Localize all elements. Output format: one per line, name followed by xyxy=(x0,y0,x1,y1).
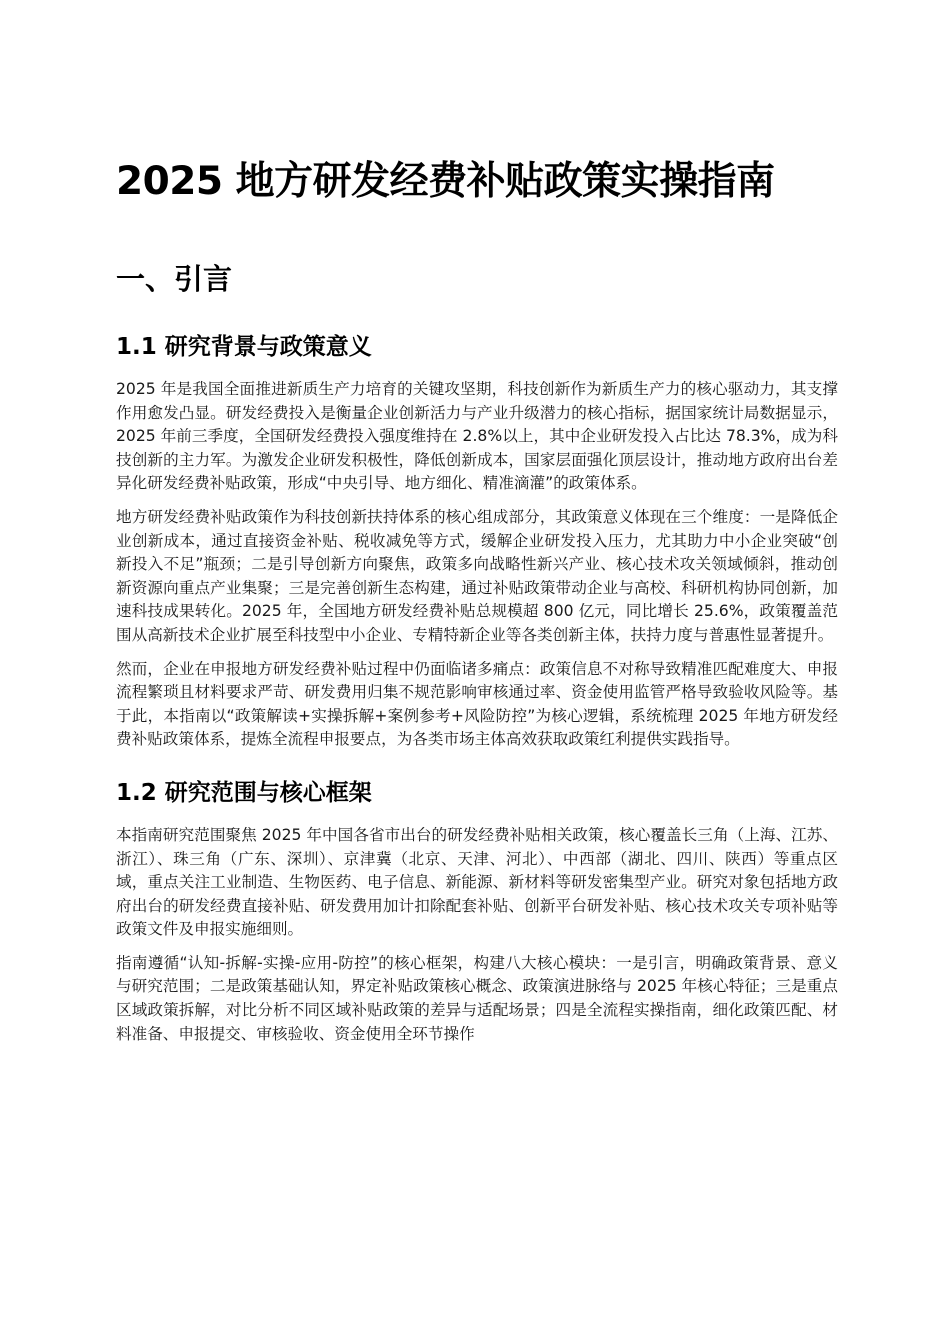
paragraph-scope-2: 指南遵循“认知-拆解-实操-应用-防控”的核心框架，构建八大核心模块：一是引言，明确政策背景、意义与研究范围；二是政策基础认知，界定补贴政策核心概念、政策演进脉络与 2025 年核心特征；三是重点区域政策拆解，对比分析不同区域补贴政策的差异与适配场景；四是全流程实操指南，细化政策匹配、材料准备、申报提交、审核验收、资金使用全环节操作 xyxy=(116,953,838,1043)
subsection-heading-scope: 1.2 研究范围与核心框架 xyxy=(116,779,372,806)
subsection-heading-background: 1.1 研究背景与政策意义 xyxy=(116,334,372,360)
section-heading-introduction: 一、引言 xyxy=(116,262,233,296)
paragraph-background-1: 2025 年是我国全面推进新质生产力培育的关键攻坚期，科技创新作为新质生产力的核心驱动力，其支撑作用愈发凸显。研发经费投入是衡量企业创新活力与产业升级潜力的核心指标，据国家统计局数据显示，2025 年前三季度，全国研发经费投入强度维持在 2.8%以上，其中企业研发投入占比达 78.3%，成为科技创新的主力军。为激发企业研发积极性，降低创新成本，国家层面强化顶层设计，推动地方政府出台差异化研发经费补贴政策，形成“中央引导、地方细化、精准滴灌”的政策体系。 xyxy=(116,380,838,493)
document-body xyxy=(116,150,838,1046)
paragraph-background-3: 然而，企业在申报地方研发经费补贴过程中仍面临诸多痛点：政策信息不对称导致精准匹配难度大、申报流程繁琐且材料要求严苛、研发费用归集不规范影响审核通过率、资金使用监管严格导致验收风险等。基于此，本指南以“政策解读+实操拆解+案例参考+风险防控”为核心逻辑，系统梳理 2025 年地方研发经费补贴政策体系，提炼全流程申报要点，为各类市场主体高效获取政策红利提供实践指导。 xyxy=(116,659,838,749)
paragraph-background-2: 地方研发经费补贴政策作为科技创新扶持体系的核心组成部分，其政策意义体现在三个维度：一是降低企业创新成本，通过直接资金补贴、税收减免等方式，缓解企业研发投入压力，尤其助力中小企业突破“创新投入不足”瓶颈；二是引导创新方向聚焦，政策多向战略性新兴产业、核心技术攻关领域倾斜，推动创新资源向重点产业集聚；三是完善创新生态构建，通过补贴政策带动企业与高校、科研机构协同创新，加速科技成果转化。2025 年，全国地方研发经费补贴总规模超 800 亿元，同比增长 25.6%，政策覆盖范围从高新技术企业扩展至科技型中小企业、专精特新企业等各类创新主体，扶持力度与普惠性显著提升。 xyxy=(116,507,838,644)
paragraph-scope-1: 本指南研究范围聚焦 2025 年中国各省市出台的研发经费补贴相关政策，核心覆盖长三角（上海、江苏、浙江）、珠三角（广东、深圳）、京津冀（北京、天津、河北）、中西部（湖北、四川、陕西）等重点区域，重点关注工业制造、生物医药、电子信息、新能源、新材料等研发密集型产业。研究对象包括地方政府出台的研发经费直接补贴、研发费用加计扣除配套补贴、创新平台研发补贴、核心技术攻关专项补贴等政策文件及申报实施细则。 xyxy=(116,825,838,939)
document-title: 2025 地方研发经费补贴政策实操指南 xyxy=(116,159,775,204)
